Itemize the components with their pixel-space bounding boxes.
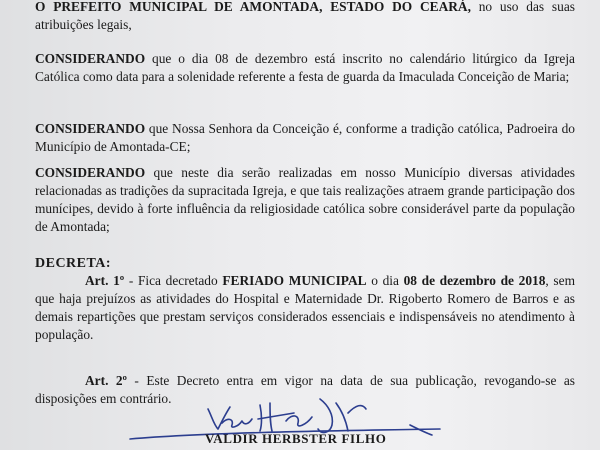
considerando-lead: CONSIDERANDO [35, 51, 146, 66]
preamble [35, 0, 575, 34]
considerando-2 [35, 120, 575, 156]
article-2-text: - Este Decreto entra em vigor na data de sua publicação, revogando-se as disposições em contrário. [35, 373, 575, 406]
considerando-1 [35, 50, 575, 86]
preamble-lead: O PREFEITO MUNICIPAL DE AMONTADA, ESTADO DO CEARÁ, [35, 0, 471, 14]
considerando-text: que neste dia serão realizadas em nosso Município diversas atividades relacionadas as tradições da supracitada Igreja, e que tais realizações atraem grande participação dos munícipes, devido à forte influência da religiosidade católica sobre considerável parte da população de Amontada; [35, 165, 575, 234]
considerando-3 [35, 164, 575, 236]
article-1 [35, 272, 575, 344]
considerando-lead: CONSIDERANDO [35, 165, 146, 180]
article-1-label: Art. 1º [85, 273, 125, 288]
signatory-name: VALDIR HERBSTER FILHO [205, 431, 387, 446]
decreta-heading: DECRETA: [35, 256, 112, 271]
considerando-text: que Nossa Senhora da Conceição é, conforme a tradição católica, Padroeira do Município de Amontada-CE; [35, 121, 575, 154]
considerando-lead: CONSIDERANDO [35, 121, 146, 136]
holiday-label: FERIADO MUNICIPAL [222, 273, 367, 288]
preamble-rest: no uso das suas atribuições legais, [35, 0, 575, 32]
article-1-text-b: o dia [366, 273, 404, 288]
article-1-text-c: , sem que haja prejuízos as atividades do Hospital e Maternidade Dr. Rigoberto Romero de Barros e as demais repartições que prestam serviços considerados essenciais e indispensáveis no atendimento à população. [35, 273, 575, 342]
considerando-text: que o dia 08 de dezembro está inscrito no calendário litúrgico da Igreja Católica como data para a solenidade referente a festa de guarda da Imaculada Conceição de Maria; [35, 51, 575, 84]
article-1-text-a: - Fica decretado [124, 273, 223, 288]
article-2-label: Art. 2º [85, 373, 127, 388]
holiday-date: 08 de dezembro de 2018 [403, 273, 546, 288]
